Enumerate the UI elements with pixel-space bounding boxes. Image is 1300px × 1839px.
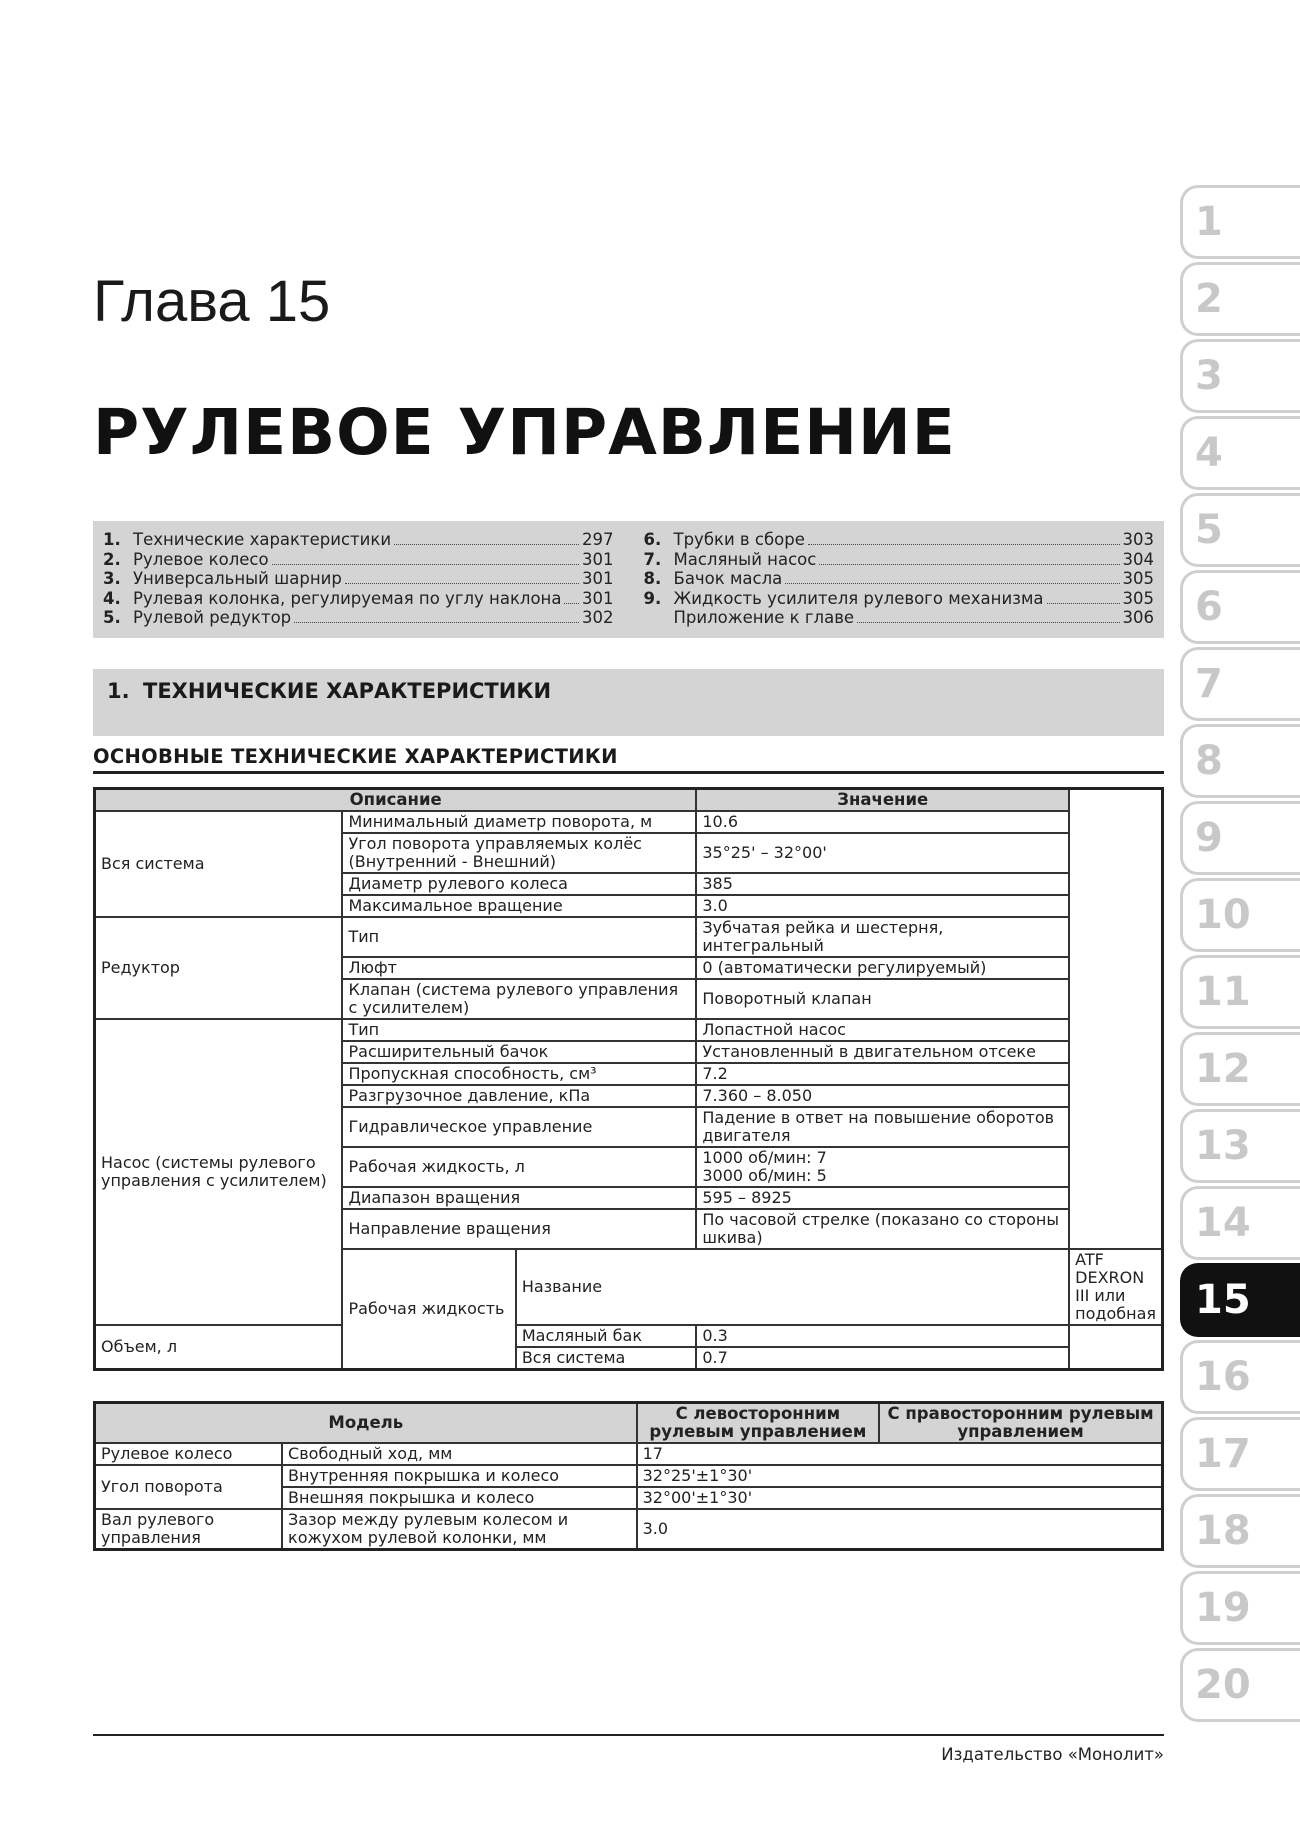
row-value: 0.7 bbox=[696, 1347, 1069, 1370]
row-label: Разгрузочное давление, кПа bbox=[342, 1085, 696, 1107]
toc-text: Рулевая колонка, регулируемая по углу наклона bbox=[133, 588, 562, 608]
chapter-tab[interactable]: 3 bbox=[1180, 339, 1300, 413]
row-label: Объем, л bbox=[95, 1325, 343, 1370]
row-sublabel: Вся система bbox=[516, 1347, 697, 1370]
row-label: Диаметр рулевого колеса bbox=[342, 873, 696, 895]
toc-page: 301 bbox=[582, 549, 614, 569]
row-value bbox=[696, 1147, 1069, 1187]
table-row bbox=[95, 1509, 1163, 1550]
chapter-tab[interactable]: 10 bbox=[1180, 878, 1300, 952]
chapter-tab[interactable]: 6 bbox=[1180, 570, 1300, 644]
toc-page: 301 bbox=[582, 569, 614, 588]
table-of-contents bbox=[93, 521, 1164, 638]
chapter-tab[interactable]: 14 bbox=[1180, 1186, 1300, 1260]
row-value: Установленный в двигательном отсеке bbox=[696, 1041, 1069, 1063]
toc-num: 5. bbox=[103, 608, 121, 627]
row-value: 3.0 bbox=[696, 895, 1069, 917]
row-label: Тип bbox=[342, 1019, 696, 1041]
chapter-tab[interactable]: 8 bbox=[1180, 724, 1300, 798]
toc-num: 7. bbox=[643, 549, 662, 569]
row-sublabel: Масляный бак bbox=[516, 1325, 697, 1347]
chapter-label: Глава 15 bbox=[93, 269, 331, 334]
group-system: Вся система bbox=[95, 811, 343, 917]
toc-text: Технические характеристики bbox=[133, 530, 392, 549]
toc-num: 1. bbox=[103, 530, 121, 549]
row-group: Вал рулевого управления bbox=[95, 1509, 283, 1550]
row-value: 7.2 bbox=[696, 1063, 1069, 1085]
table-row bbox=[95, 1465, 1163, 1487]
publisher-footer: Издательство «Монолит» bbox=[941, 1745, 1164, 1764]
row-value: 17 bbox=[637, 1443, 1163, 1465]
chapter-tab-active[interactable]: 15 bbox=[1180, 1263, 1300, 1337]
header-right: С правосторонним рулевым управлением bbox=[879, 1403, 1162, 1444]
row-label: Гидравлическое управление bbox=[342, 1107, 696, 1147]
toc-page: 302 bbox=[582, 608, 614, 627]
toc-item[interactable] bbox=[103, 589, 614, 609]
toc-item[interactable] bbox=[644, 530, 1155, 550]
row-label: Название bbox=[516, 1249, 1069, 1325]
table-row bbox=[95, 917, 1163, 957]
section-banner bbox=[93, 669, 1164, 736]
chapter-tab[interactable]: 17 bbox=[1180, 1417, 1300, 1491]
specs-table bbox=[93, 787, 1164, 1371]
row-label: Люфт bbox=[342, 957, 696, 979]
row-value: 0 (автоматически регулируемый) bbox=[696, 957, 1069, 979]
row-value: 385 bbox=[696, 873, 1069, 895]
toc-item[interactable] bbox=[103, 608, 614, 628]
row-value: Лопастной насос bbox=[696, 1019, 1069, 1041]
row-label: Внутренняя покрышка и колесо bbox=[282, 1465, 637, 1487]
chapter-tab[interactable]: 11 bbox=[1180, 955, 1300, 1029]
footer-divider bbox=[93, 1734, 1164, 1736]
row-label: Минимальный диаметр поворота, м bbox=[342, 811, 696, 833]
row-value: По часовой стрелке (показано со стороны шкива) bbox=[696, 1209, 1069, 1249]
header-model: Модель bbox=[95, 1403, 637, 1444]
toc-text: Рулевой редуктор bbox=[133, 608, 292, 627]
toc-item[interactable] bbox=[103, 550, 614, 570]
row-label: Свободный ход, мм bbox=[282, 1443, 637, 1465]
group-pump: Насос (системы рулевого управления с усилителем) bbox=[95, 1019, 343, 1325]
row-label: Зазор между рулевым колесом и кожухом рулевой колонки, мм bbox=[282, 1509, 637, 1550]
chapter-tab[interactable]: 5 bbox=[1180, 493, 1300, 567]
row-label: Рабочая жидкость, л bbox=[342, 1147, 696, 1187]
row-value: 35°25' – 32°00' bbox=[696, 833, 1069, 873]
chapter-tab[interactable]: 13 bbox=[1180, 1109, 1300, 1183]
toc-text: Рулевое колесо bbox=[133, 549, 269, 569]
toc-right-column bbox=[644, 530, 1155, 638]
chapter-tab[interactable]: 1 bbox=[1180, 185, 1300, 259]
table-header-row bbox=[95, 1403, 1163, 1444]
model-table bbox=[93, 1401, 1164, 1551]
chapter-tab[interactable]: 18 bbox=[1180, 1494, 1300, 1568]
row-label: Внешняя покрышка и колесо bbox=[282, 1487, 637, 1509]
toc-page: 305 bbox=[1122, 569, 1154, 588]
toc-page: 297 bbox=[582, 530, 614, 549]
group-reducer: Редуктор bbox=[95, 917, 343, 1019]
toc-text: Жидкость усилителя рулевого механизма bbox=[673, 588, 1044, 608]
section-number: 1. bbox=[107, 679, 130, 703]
chapter-tab[interactable]: 12 bbox=[1180, 1032, 1300, 1106]
toc-left-column bbox=[103, 530, 614, 638]
row-label: Расширительный бачок bbox=[342, 1041, 696, 1063]
row-value: 10.6 bbox=[696, 811, 1069, 833]
row-label: Максимальное вращение bbox=[342, 895, 696, 917]
toc-num: 8. bbox=[643, 569, 662, 588]
toc-page: 301 bbox=[582, 588, 614, 608]
table-row bbox=[95, 1019, 1163, 1041]
chapter-tab[interactable]: 20 bbox=[1180, 1648, 1300, 1722]
table-row bbox=[95, 811, 1163, 833]
table-header-row bbox=[95, 789, 1163, 812]
row-value-line: 3000 об/мин: 5 bbox=[702, 1166, 827, 1185]
group-fluid: Рабочая жидкость bbox=[342, 1249, 515, 1370]
row-value-line: 1000 об/мин: 7 bbox=[702, 1148, 827, 1167]
row-value: 3.0 bbox=[637, 1509, 1163, 1550]
row-value: Падение в ответ на повышение оборотов двигателя bbox=[696, 1107, 1069, 1147]
chapter-tab[interactable]: 2 bbox=[1180, 262, 1300, 336]
row-value: ATF DEXRON III или подобная bbox=[1069, 1249, 1162, 1325]
row-group: Угол поворота bbox=[95, 1465, 283, 1509]
toc-num: 9. bbox=[643, 588, 662, 608]
section-title: ТЕХНИЧЕСКИЕ ХАРАКТЕРИСТИКИ bbox=[143, 679, 552, 703]
toc-item[interactable] bbox=[103, 569, 614, 589]
chapter-tab[interactable]: 4 bbox=[1180, 416, 1300, 490]
header-left: С левосторонним рулевым управлением bbox=[637, 1403, 880, 1444]
toc-page: 305 bbox=[1122, 588, 1154, 608]
toc-num: 3. bbox=[103, 569, 121, 588]
toc-text: Масляный насос bbox=[673, 549, 817, 569]
toc-item[interactable] bbox=[644, 569, 1155, 589]
chapter-tab[interactable]: 7 bbox=[1180, 647, 1300, 721]
header-value: Значение bbox=[696, 789, 1069, 812]
toc-text: Универсальный шарнир bbox=[133, 569, 342, 588]
row-group: Рулевое колесо bbox=[95, 1443, 283, 1465]
toc-text: Бачок масла bbox=[673, 569, 783, 588]
table-row bbox=[95, 1443, 1163, 1465]
toc-item[interactable] bbox=[644, 608, 1155, 628]
row-label: Диапазон вращения bbox=[342, 1187, 696, 1209]
toc-item[interactable] bbox=[644, 550, 1155, 570]
header-description: Описание bbox=[95, 789, 697, 812]
toc-text: Трубки в сборе bbox=[673, 530, 805, 549]
row-label: Угол поворота управляемых колёс (Внутренний - Внешний) bbox=[342, 833, 696, 873]
chapter-tab[interactable]: 19 bbox=[1180, 1571, 1300, 1645]
row-label: Тип bbox=[342, 917, 696, 957]
chapter-title: РУЛЕВОЕ УПРАВЛЕНИЕ bbox=[93, 396, 956, 469]
toc-num: 2. bbox=[103, 549, 121, 569]
toc-item[interactable] bbox=[644, 589, 1155, 609]
toc-page: 306 bbox=[1122, 608, 1154, 627]
row-value: Зубчатая рейка и шестерня, интегральный bbox=[696, 917, 1069, 957]
row-value: 0.3 bbox=[696, 1325, 1069, 1347]
chapter-tab[interactable]: 9 bbox=[1180, 801, 1300, 875]
row-label: Пропускная способность, см³ bbox=[342, 1063, 696, 1085]
chapter-tab[interactable]: 16 bbox=[1180, 1340, 1300, 1414]
table-row bbox=[95, 1325, 1163, 1347]
row-label: Клапан (система рулевого управления с усилителем) bbox=[342, 979, 696, 1019]
toc-num: 4. bbox=[103, 588, 121, 608]
toc-page: 304 bbox=[1122, 549, 1154, 569]
row-value: 595 – 8925 bbox=[696, 1187, 1069, 1209]
row-label: Направление вращения bbox=[342, 1209, 696, 1249]
row-value: Поворотный клапан bbox=[696, 979, 1069, 1019]
toc-text: Приложение к главе bbox=[673, 608, 855, 627]
toc-num: 6. bbox=[643, 530, 662, 549]
toc-page: 303 bbox=[1122, 530, 1154, 549]
row-value: 32°00'±1°30' bbox=[637, 1487, 1163, 1509]
row-value: 7.360 – 8.050 bbox=[696, 1085, 1069, 1107]
toc-item[interactable] bbox=[103, 530, 614, 550]
row-value: 32°25'±1°30' bbox=[637, 1465, 1163, 1487]
subheading: ОСНОВНЫЕ ТЕХНИЧЕСКИЕ ХАРАКТЕРИСТИКИ bbox=[93, 745, 1164, 774]
